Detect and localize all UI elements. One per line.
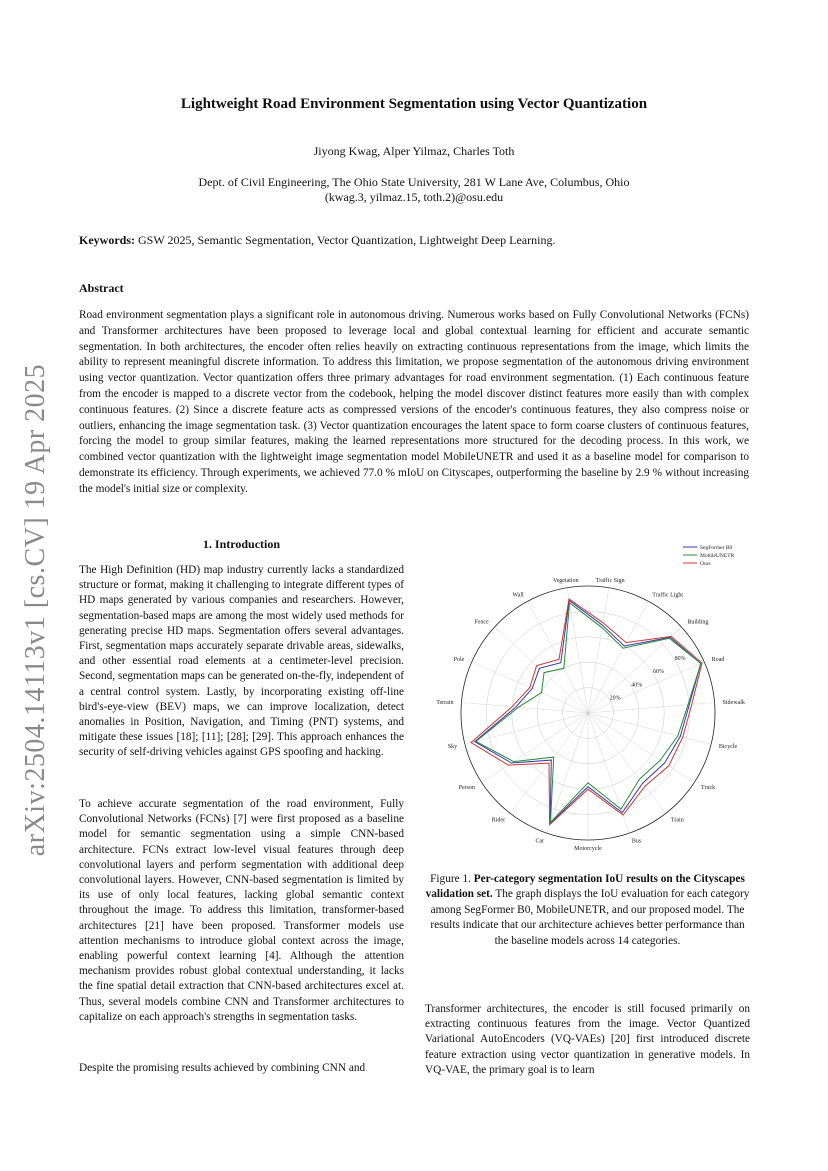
keywords-label: Keywords: — [79, 233, 135, 247]
radar-category-labels — [436, 577, 745, 852]
keywords-line — [79, 233, 759, 248]
paper-title: Lightweight Road Environment Segmentation using Vector Quantization — [180, 96, 648, 112]
category-label: Motorcycle — [574, 846, 602, 852]
category-label: Car — [535, 838, 545, 845]
category-label: Person — [458, 784, 475, 791]
legend-label: Ours — [700, 561, 711, 567]
radar-chart-figure — [425, 535, 755, 853]
category-label: Sky — [447, 744, 458, 751]
category-label: Terrain — [436, 699, 454, 706]
right-column-paragraph: Transformer architectures, the encoder is still focused primarily on extracting continuous features from the image. Vector Quantized Variational AutoEncoders (VQ-VAEs) [20] first introduced discrete feature extraction using vector quantization in generative models. In VQ-VAE, the primary goal is to learn — [425, 1003, 750, 1076]
legend-label: MobileUNETR — [700, 553, 735, 559]
author-list: Jiyong Kwag, Alper Yilmaz, Charles Toth — [313, 144, 515, 158]
radar-spoke — [495, 627, 588, 713]
radar-spoke — [588, 713, 711, 744]
category-label: Rider — [491, 817, 506, 824]
category-label: Building — [687, 619, 709, 626]
radar-spoke — [588, 588, 609, 713]
category-label: Train — [670, 817, 684, 824]
category-label: Fence — [474, 619, 489, 626]
abstract-body: Road environment segmentation plays a significant role in autonomous driving. Numerous works based on Fully Convolutional Networks (FCNs) and Transformer architectures have been proposed to leverage local and global contextual learning for efficient and accurate semantic segmentation. In both architectures, the encoder often relies heavily on extracting continuous representations from the image, which limits the ability to represent meaningful discrete information. To address this limitation, we propose segmentation of the autonomous driving environment using vector quantization. Vector quantization offers three primary advantages for road environment segmentation. (1) Each continuous feature from the encoder is mapped to a discrete vector from the codebook, helping the model discover distinct features more easily than with complex continuous features. (2) Since a discrete feature acts as compressed versions of the encoder's continuous features, they also compress noise or outliers, enhancing the image segmentation task. (3) Vector quantization encourages the latent space to form coarse clusters of continuous features, forcing the model to group similar features, making the learned representations more structured for the decoding process. In this work, we combined vector quantization with the lightweight image segmentation model MobileUNETR and used it as a baseline model for comparison to demonstrate its efficiency. Through experiments, we achieved 77.0 % mIoU on Cityscapes, outperforming the baseline by 2.9 % without increasing the model's initial size or complexity. — [79, 309, 749, 495]
category-label: Sidewalk — [722, 699, 745, 706]
legend-label: SegFormer B0 — [700, 545, 733, 551]
radial-tick-label: 20% — [609, 695, 621, 702]
abstract-heading: Abstract — [79, 281, 124, 295]
email-line: (kwag.3, yilmaz.15, toth.2)@osu.edu — [324, 190, 504, 204]
caption-label: Figure 1. — [430, 873, 474, 885]
radial-tick-label: 60% — [652, 669, 664, 676]
affiliation-block — [0, 175, 828, 205]
category-label: Pole — [453, 656, 465, 663]
chart-legend — [683, 545, 735, 567]
keywords-text: GSW 2025, Semantic Segmentation, Vector Quantization, Lightweight Deep Learning. — [135, 233, 556, 247]
arxiv-identifier-text: arXiv:2504.14113v1 [cs.CV] 19 Apr 2025 — [20, 363, 51, 857]
radar-spoke — [588, 662, 704, 713]
caption-text: The graph displays the IoU evaluation for each category among SegFormer B0, MobileUNETR, and our proposed model. The results indicate that our architecture achieves better performance than the baseline models across 14 categories. — [430, 888, 750, 947]
category-label: Traffic Sign — [595, 577, 625, 584]
radar-spoke — [465, 713, 588, 744]
radar-spoke — [461, 703, 588, 713]
radial-tick-label: 40% — [631, 682, 643, 689]
radar-spoke — [588, 627, 681, 713]
radar-spoke — [588, 713, 694, 782]
radial-tick-label: 80% — [674, 655, 686, 662]
category-label: Bus — [631, 838, 642, 845]
category-label: Vegetation — [552, 577, 579, 584]
affiliation-line: Dept. of Civil Engineering, The Ohio State University, 281 W Lane Ave, Columbus, Ohio — [198, 175, 630, 189]
category-label: Traffic Light — [652, 592, 684, 599]
caption-bold-text: Per-category segmentation IoU results on the Cityscapes validation set. — [425, 873, 745, 901]
intro-paragraph-1: The High Definition (HD) map industry currently lacks a standardized structure or format, making it challenging to integrate different types of HD maps generated by various companies and researchers. However, segmentation-based maps are among the most widely used methods for generating precise HD maps. Segmentation offers several advantages. First, segmentation maps accurately separate drivable areas, sidewalks, and other essential road elements at a centimeter-level precision. Second, segmentation maps can be generated on-the-fly, independent of a central control system. Lastly, by incorporating existing off-line bird's-eye-view (BEV) maps, we can improve localization, detect anomalies in Position, Navigation, and Timing (PNT) systems, and mitigate these issues [18]; [11]; [28]; [29]. This approach enhances the security of self-driving vehicles against GPS spoofing and hacking. — [79, 564, 404, 759]
category-label: Road — [711, 656, 725, 663]
figure-caption — [425, 872, 750, 949]
intro-paragraph-2: To achieve accurate segmentation of the road environment, Fully Convolutional Networks (FCNs) [7] were first proposed as a baseline model for semantic segmentation using a simple CNN-based architecture. FCNs extract low-level visual features through deep convolutional layers and perform segmentation with additional deep convolutional layers. However, CNN-based segmentation is limited by its use of only local features, lacking global semantic context throughout the image. To address this limitation, transformer-based architectures [21] have been proposed. Transformer models use attention mechanisms to introduce global context across the image, enabling powerful context learning [4]. Although the attention mechanism provides robust global contextual understanding, it lacks the fine spatial detail extraction that CNN-based architectures excel at. Thus, several models combine CNN and Transformer architectures to capitalize on each approach's strengths in segmentation tasks. — [79, 798, 404, 1023]
category-label: Truck — [701, 784, 716, 791]
radar-spoke — [588, 703, 715, 713]
section-heading-introduction: 1. Introduction — [202, 537, 281, 551]
intro-paragraph-3: Despite the promising results achieved by combining CNN and — [79, 1062, 366, 1074]
category-label: Wall — [512, 592, 524, 599]
category-label: Bicycle — [718, 744, 738, 751]
arxiv-identifier-stamp — [14, 360, 58, 860]
radar-chart — [425, 535, 755, 853]
